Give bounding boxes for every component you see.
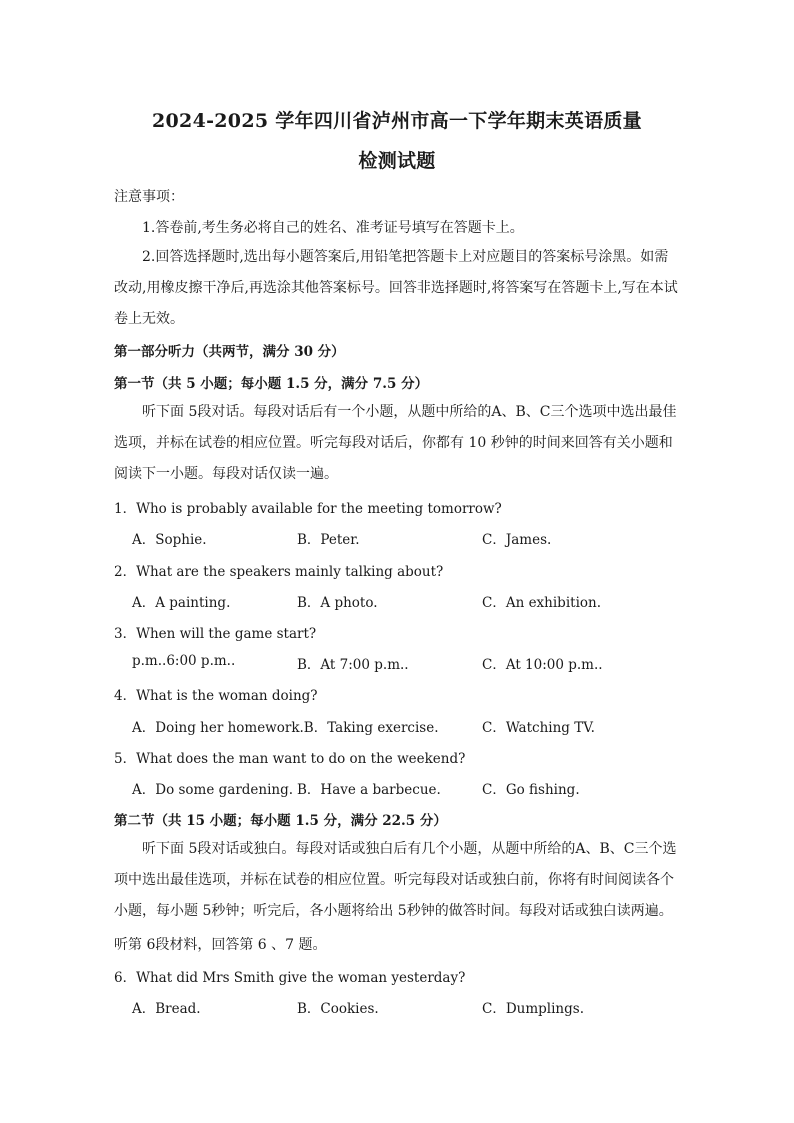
question-2: 2．What are the speakers mainly talking about?	[114, 564, 444, 580]
option-a: A．A painting.	[132, 595, 231, 611]
question-3-options	[132, 653, 692, 673]
question-1: 1．Who is probably available for the meeting tomorrow?	[114, 501, 502, 517]
notice-item-1: 1.答卷前,考生务必将自己的姓名、准考证号填写在答题卡上。	[142, 220, 524, 236]
option-a-b: A．Doing her homework.B．Taking exercise.	[132, 720, 439, 736]
option-b: B．A photo.	[297, 595, 378, 611]
section1-heading: 第一节（共 5 小题；每小题 1.5 分，满分 7.5 分）	[114, 376, 429, 392]
notice-heading: 注意事项：	[114, 189, 184, 205]
option-b: B．At 7:00 p.m..	[297, 657, 409, 673]
option-c: C．James.	[482, 532, 552, 548]
question-2-options	[132, 591, 692, 611]
section2-instructions: 听下面 5段对话或独白。每段对话或独白后有几个小题，从题中所给的A、B、C三个选项中选出最佳选项，并标在试卷的相应位置。听完每段对话或独白前，你将有时间阅读各个小题，每小题 5秒钟；听完后，各小题将给出 5秒钟的做答时间。每段对话或独白读两遍。	[114, 841, 677, 919]
section1-instructions: 听下面 5段对话。每段对话后有一个小题，从题中所给的A、B、C三个选项中选出最佳选项，并标在试卷的相应位置。听完每段对话后，你都有 10 秒钟的时间来回答有关小题和阅读下一小题。每段对话仅读一遍。	[114, 404, 677, 482]
notice-item-2: 2.回答选择题时,选出每小题答案后,用铅笔把答题卡上对应题目的答案标号涂黑。如需改动,用橡皮擦干净后,再选涂其他答案标号。回答非选择题时,将答案写在答题卡上,写在本试卷上无效。	[114, 249, 678, 327]
question-1-options	[132, 528, 692, 548]
option-a: p.m..6:00 p.m..	[132, 653, 236, 669]
option-c: C．Go fishing.	[482, 782, 580, 798]
option-b: B．Have a barbecue.	[297, 782, 441, 798]
exam-title-line-1: 2024-2025 学年四川省泸州市高一下学年期末英语质量	[152, 110, 642, 132]
option-b: B．Peter.	[297, 532, 360, 548]
option-c: C．An exhibition.	[482, 595, 601, 611]
section2-heading: 第二节（共 15 小题；每小题 1.5 分，满分 22.5 分）	[114, 813, 447, 829]
option-b: B．Cookies.	[297, 1001, 379, 1017]
question-4-options	[132, 716, 692, 736]
part1-heading: 第一部分听力（共两节，满分 30 分）	[114, 344, 345, 360]
question-5: 5．What does the man want to do on the weekend?	[114, 751, 466, 767]
question-6-options	[132, 997, 692, 1017]
material-6-note: 听第 6段材料，回答第 6 、7 题。	[114, 937, 327, 953]
question-6: 6．What did Mrs Smith give the woman yesterday?	[114, 970, 466, 986]
option-c: C．Dumplings.	[482, 1001, 584, 1017]
option-a: A．Sophie.	[132, 532, 207, 548]
question-5-options	[132, 778, 692, 798]
option-a: A．Bread.	[132, 1001, 201, 1017]
question-4: 4．What is the woman doing?	[114, 688, 318, 704]
option-a: A．Do some gardening.	[132, 782, 294, 798]
option-c: C．Watching TV.	[482, 720, 595, 736]
question-3: 3．When will the game start?	[114, 626, 317, 642]
exam-title-line-2: 检测试题	[358, 150, 436, 172]
option-c: C．At 10:00 p.m..	[482, 657, 603, 673]
